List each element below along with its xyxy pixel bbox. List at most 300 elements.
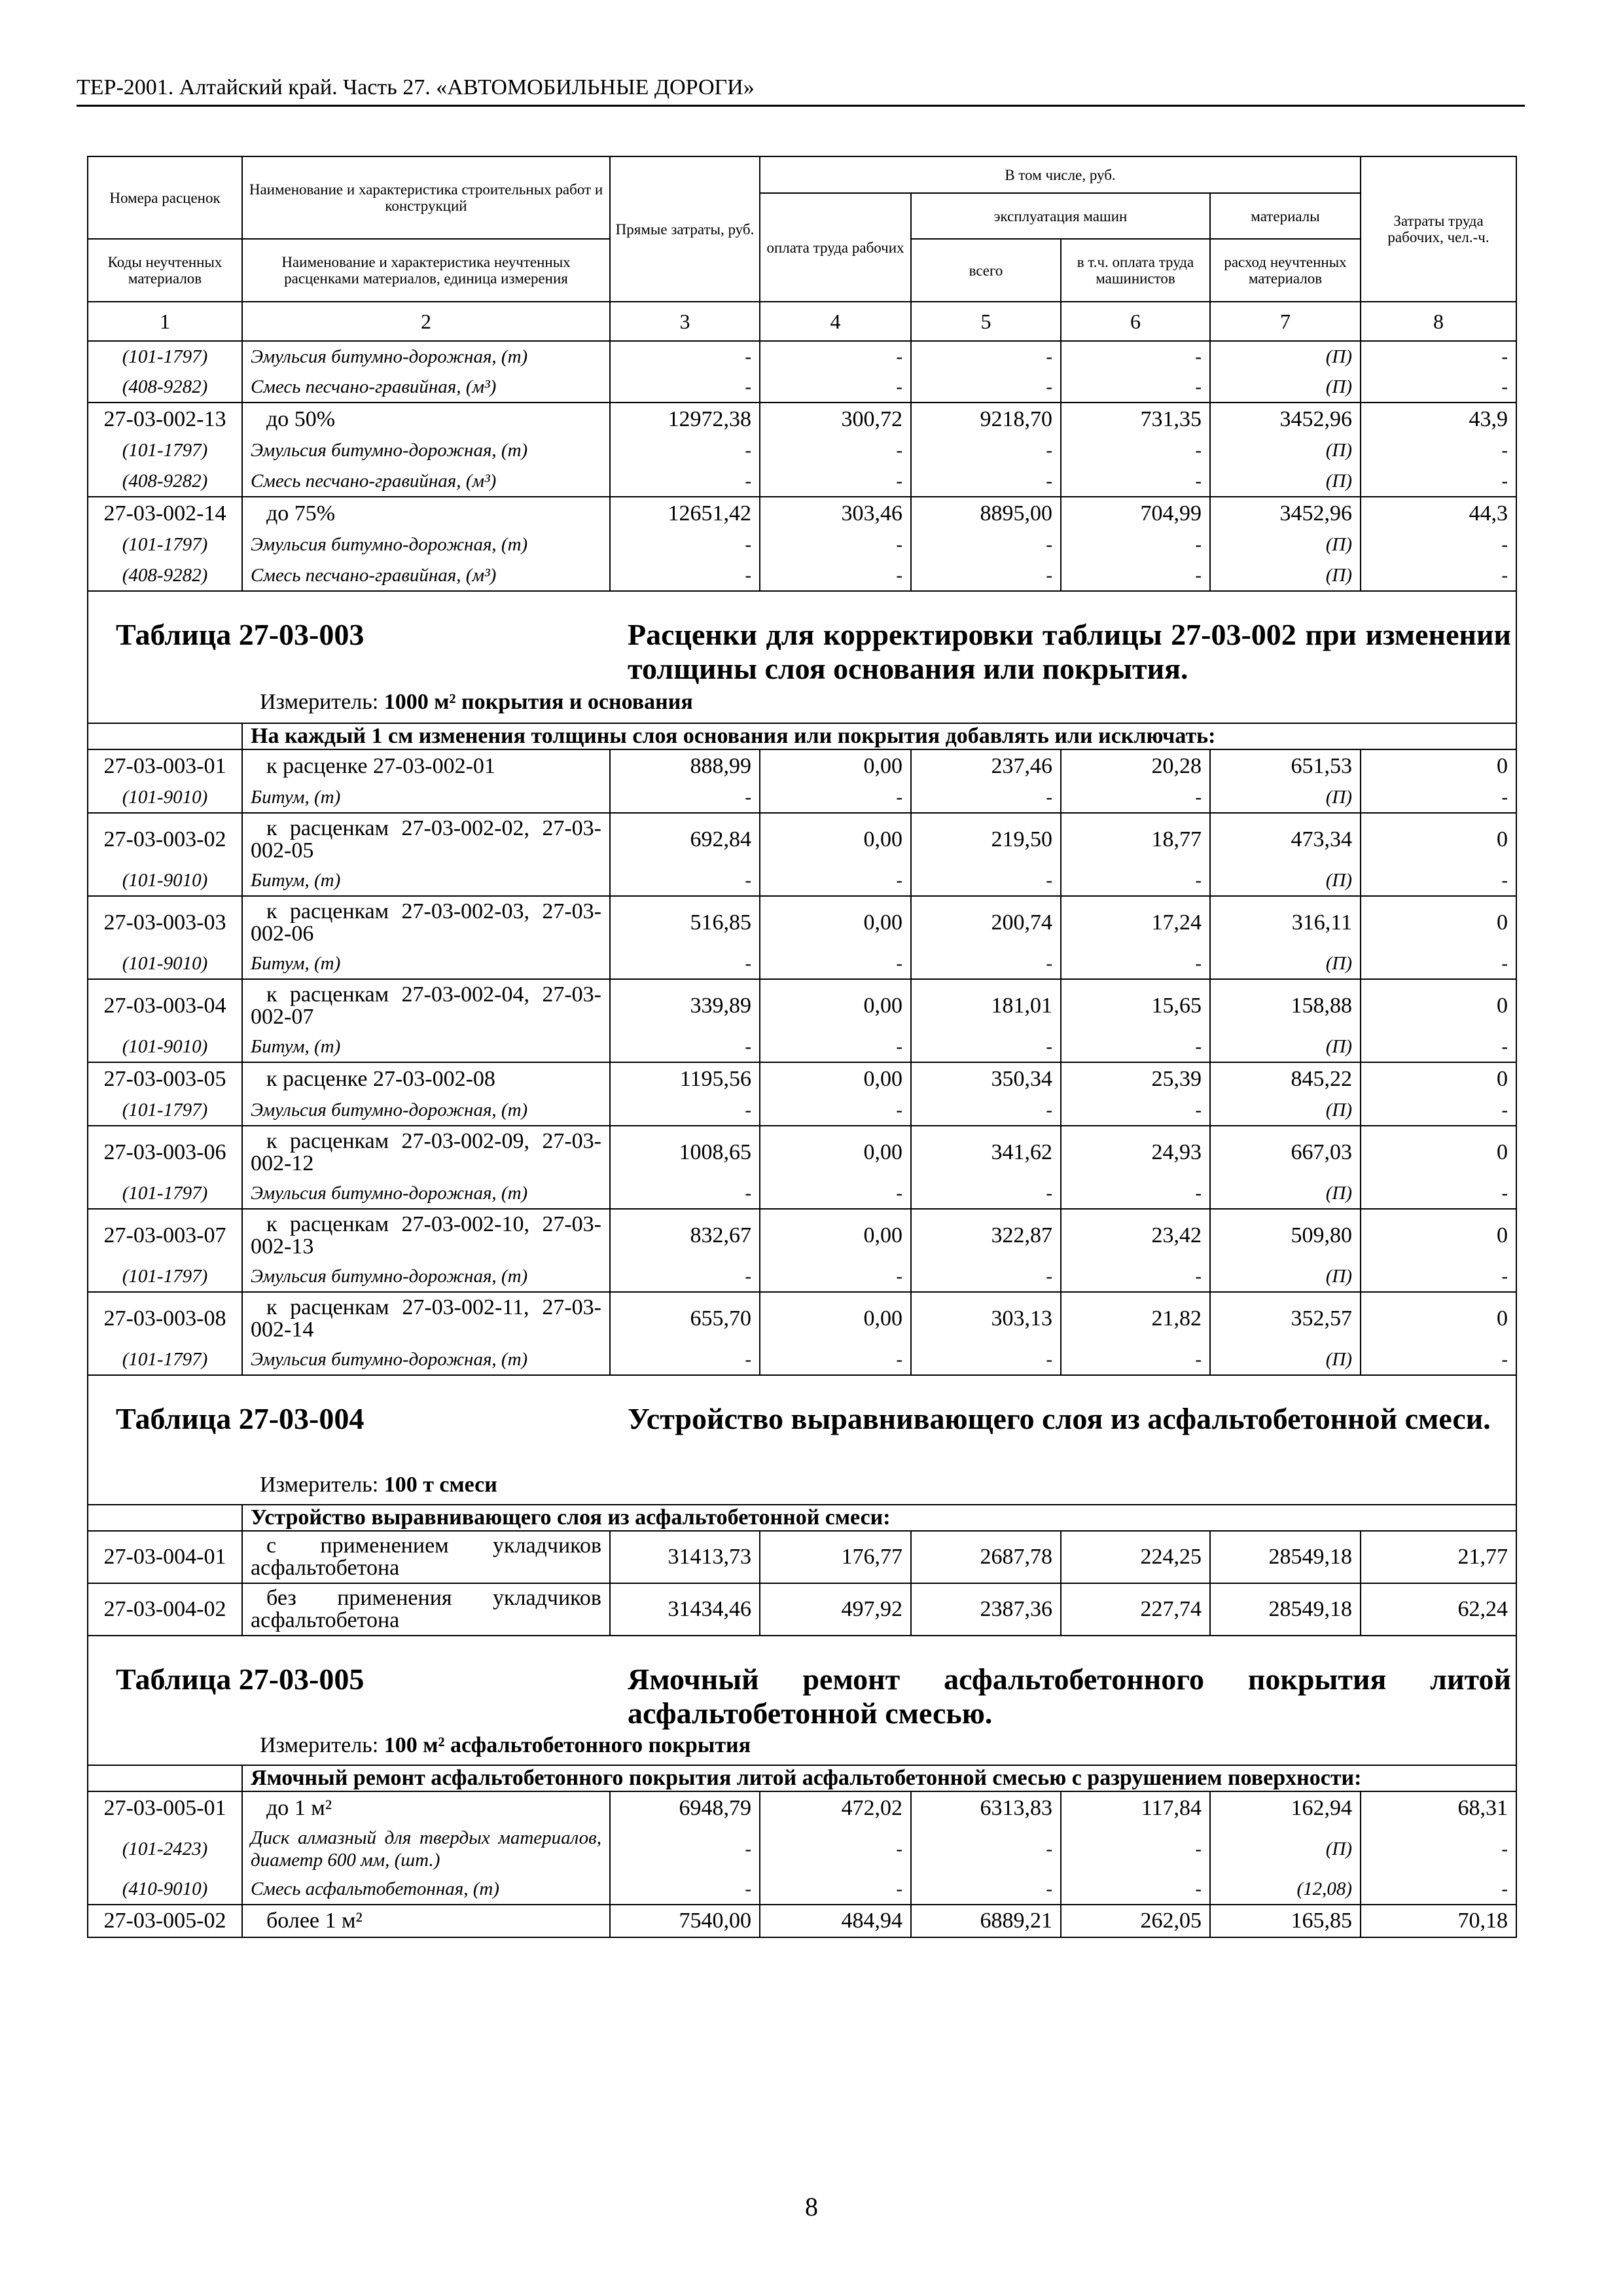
rate-code: 27-03-005-02: [88, 1905, 242, 1937]
workers-pay-cell: -: [760, 1344, 911, 1375]
workers-pay-cell: 0,00: [760, 1126, 911, 1178]
operators-pay-cell: -: [1061, 1874, 1210, 1905]
table-label: Таблица 27-03-004: [116, 1402, 365, 1435]
direct-costs-cell: -: [610, 948, 760, 979]
operators-pay-cell: 25,39: [1061, 1062, 1210, 1095]
materials-cost-cell: 158,88: [1210, 979, 1361, 1031]
machine-total-cell: 2387,36: [911, 1583, 1061, 1636]
materials-cost-cell: (П): [1210, 1344, 1361, 1375]
table-title: Ямочный ремонт асфальтобетонного покрытия литой асфальтобетонной смесью.: [628, 1662, 1511, 1730]
direct-costs-cell: 516,85: [610, 896, 760, 948]
direct-costs-cell: -: [610, 341, 760, 372]
machine-total-cell: 6313,83: [911, 1791, 1061, 1824]
material-name: Эмульсия битумно-дорожная, (т): [242, 1095, 610, 1126]
material-name: Битум, (т): [242, 1031, 610, 1062]
operators-pay-cell: -: [1061, 1261, 1210, 1292]
rate-row: [88, 1905, 1516, 1937]
workers-pay-cell: 0,00: [760, 1292, 911, 1344]
workers-pay-cell: -: [760, 560, 911, 591]
labor-costs-cell: 62,24: [1361, 1583, 1516, 1636]
column-numbers-row: [88, 302, 1516, 341]
operators-pay-cell: -: [1061, 372, 1210, 403]
machine-total-cell: -: [911, 435, 1061, 466]
column-number: 7: [1210, 302, 1361, 341]
operators-pay-cell: 731,35: [1061, 403, 1210, 435]
materials-cost-cell: (П): [1210, 948, 1361, 979]
material-name: Битум, (т): [242, 782, 610, 813]
operators-pay-cell: 18,77: [1061, 813, 1210, 865]
operators-pay-cell: -: [1061, 782, 1210, 813]
rate-code: 27-03-002-13: [88, 403, 242, 435]
workers-pay-cell: -: [760, 865, 911, 896]
rate-row: [88, 1126, 1516, 1178]
rate-code: 27-03-005-01: [88, 1791, 242, 1824]
operators-pay-cell: -: [1061, 1344, 1210, 1375]
materials-cost-cell: 845,22: [1210, 1062, 1361, 1095]
operators-pay-cell: -: [1061, 435, 1210, 466]
workers-pay-cell: 176,77: [760, 1531, 911, 1583]
labor-costs-cell: -: [1361, 341, 1516, 372]
rate-code: 27-03-003-02: [88, 813, 242, 865]
labor-costs-cell: 0: [1361, 813, 1516, 865]
rate-code: 27-03-003-04: [88, 979, 242, 1031]
machine-total-cell: -: [911, 782, 1061, 813]
header-labor-costs: Затраты труда рабочих, чел.-ч.: [1361, 156, 1516, 302]
header-rate-numbers: Номера расценок: [88, 156, 242, 239]
direct-costs-cell: -: [610, 1031, 760, 1062]
machine-total-cell: 6889,21: [911, 1905, 1061, 1937]
workers-pay-cell: 300,72: [760, 403, 911, 435]
rates-table: [87, 156, 1517, 1938]
material-code: (101-1797): [88, 435, 242, 466]
rate-code: 27-03-003-06: [88, 1126, 242, 1178]
labor-costs-cell: -: [1361, 560, 1516, 591]
operators-pay-cell: 15,65: [1061, 979, 1210, 1031]
material-name: Эмульсия битумно-дорожная, (т): [242, 341, 610, 372]
rate-code: 27-03-004-02: [88, 1583, 242, 1636]
labor-costs-cell: -: [1361, 1824, 1516, 1874]
labor-costs-cell: 21,77: [1361, 1531, 1516, 1583]
material-code: (101-1797): [88, 1261, 242, 1292]
materials-cost-cell: 509,80: [1210, 1209, 1361, 1261]
direct-costs-cell: -: [610, 1874, 760, 1905]
rate-name: более 1 м²: [242, 1905, 610, 1937]
labor-costs-cell: -: [1361, 1344, 1516, 1375]
material-code: (101-1797): [88, 1344, 242, 1375]
direct-costs-cell: 12972,38: [610, 403, 760, 435]
machine-total-cell: 322,87: [911, 1209, 1061, 1261]
column-number: 2: [242, 302, 610, 341]
labor-costs-cell: 0: [1361, 1126, 1516, 1178]
materials-cost-cell: (12,08): [1210, 1874, 1361, 1905]
direct-costs-cell: -: [610, 1261, 760, 1292]
section-heading: На каждый 1 см изменения толщины слоя основания или покрытия добавлять или исключать:: [242, 723, 1516, 749]
rate-name: к расценке 27-03-002-08: [242, 1062, 610, 1095]
rate-code: 27-03-003-05: [88, 1062, 242, 1095]
operators-pay-cell: -: [1061, 948, 1210, 979]
direct-costs-cell: -: [610, 372, 760, 403]
table-label: Таблица 27-03-003: [116, 618, 365, 651]
column-number: 5: [911, 302, 1061, 341]
operators-pay-cell: 17,24: [1061, 896, 1210, 948]
rate-row: [88, 1292, 1516, 1344]
direct-costs-cell: 1195,56: [610, 1062, 760, 1095]
materials-cost-cell: 28549,18: [1210, 1583, 1361, 1636]
table-005-block: [88, 1636, 1516, 1791]
header-rule: [77, 105, 1525, 107]
material-row: [88, 782, 1516, 813]
operators-pay-cell: 704,99: [1061, 497, 1210, 529]
material-name: Диск алмазный для твердых материалов, диаметр 600 мм, (шт.): [242, 1824, 610, 1874]
column-number: 6: [1061, 302, 1210, 341]
labor-costs-cell: -: [1361, 435, 1516, 466]
operators-pay-cell: 262,05: [1061, 1905, 1210, 1937]
material-name: Битум, (т): [242, 865, 610, 896]
rate-row: [88, 896, 1516, 948]
operators-pay-cell: -: [1061, 341, 1210, 372]
workers-pay-cell: 0,00: [760, 1062, 911, 1095]
workers-pay-cell: -: [760, 1031, 911, 1062]
materials-cost-cell: 352,57: [1210, 1292, 1361, 1344]
direct-costs-cell: -: [610, 1178, 760, 1209]
direct-costs-cell: 31413,73: [610, 1531, 760, 1583]
material-code: (101-9010): [88, 782, 242, 813]
labor-costs-cell: -: [1361, 466, 1516, 497]
machine-total-cell: -: [911, 1874, 1061, 1905]
workers-pay-cell: -: [760, 466, 911, 497]
workers-pay-cell: 0,00: [760, 813, 911, 865]
rate-code: 27-03-003-03: [88, 896, 242, 948]
operators-pay-cell: -: [1061, 560, 1210, 591]
material-code: (101-1797): [88, 1178, 242, 1209]
operators-pay-cell: -: [1061, 1095, 1210, 1126]
direct-costs-cell: 12651,42: [610, 497, 760, 529]
header-direct-costs: Прямые затраты, руб.: [610, 156, 760, 302]
table-head: [88, 156, 1516, 341]
rate-code: 27-03-003-07: [88, 1209, 242, 1261]
material-row: [88, 1031, 1516, 1062]
rows-table-005: [88, 1791, 1516, 1937]
header-material-codes: Коды неучтенных материалов: [88, 239, 242, 302]
workers-pay-cell: -: [760, 1095, 911, 1126]
operators-pay-cell: 23,42: [1061, 1209, 1210, 1261]
material-row: [88, 435, 1516, 466]
material-row: [88, 1874, 1516, 1905]
machine-total-cell: 200,74: [911, 896, 1061, 948]
direct-costs-cell: -: [610, 466, 760, 497]
labor-costs-cell: 0: [1361, 1292, 1516, 1344]
header-materials: материалы: [1210, 193, 1361, 239]
column-number: 3: [610, 302, 760, 341]
section-heading: Ямочный ремонт асфальтобетонного покрытия литой асфальтобетонной смесью с разрушением поверхности:: [242, 1765, 1516, 1791]
material-row: [88, 1095, 1516, 1126]
materials-cost-cell: 162,94: [1210, 1791, 1361, 1824]
direct-costs-cell: 1008,65: [610, 1126, 760, 1178]
materials-cost-cell: 316,11: [1210, 896, 1361, 948]
rate-name: до 50%: [242, 403, 610, 435]
direct-costs-cell: 832,67: [610, 1209, 760, 1261]
direct-costs-cell: 7540,00: [610, 1905, 760, 1937]
material-name: Битум, (т): [242, 948, 610, 979]
rate-name: к расценкам 27-03-002-04, 27-03-002-07: [242, 979, 610, 1031]
material-name: Смесь песчано-гравийная, (м³): [242, 466, 610, 497]
machine-total-cell: -: [911, 1178, 1061, 1209]
header-incl-operators-pay: в т.ч. оплата труда машинистов: [1061, 239, 1210, 302]
material-name: Смесь песчано-гравийная, (м³): [242, 560, 610, 591]
header-unaccounted-materials: расход неучтенных материалов: [1210, 239, 1361, 302]
rate-row: [88, 979, 1516, 1031]
table-003-block: [88, 591, 1516, 749]
direct-costs-cell: 31434,46: [610, 1583, 760, 1636]
direct-costs-cell: 655,70: [610, 1292, 760, 1344]
materials-cost-cell: 28549,18: [1210, 1531, 1361, 1583]
machine-total-cell: 350,34: [911, 1062, 1061, 1095]
operators-pay-cell: -: [1061, 529, 1210, 560]
operators-pay-cell: 117,84: [1061, 1791, 1210, 1824]
material-name: Эмульсия битумно-дорожная, (т): [242, 1344, 610, 1375]
materials-cost-cell: (П): [1210, 529, 1361, 560]
materials-cost-cell: (П): [1210, 435, 1361, 466]
direct-costs-cell: -: [610, 1095, 760, 1126]
column-number: 8: [1361, 302, 1516, 341]
rate-name: к расценкам 27-03-002-09, 27-03-002-12: [242, 1126, 610, 1178]
materials-cost-cell: (П): [1210, 865, 1361, 896]
material-code: (101-1797): [88, 341, 242, 372]
materials-cost-cell: 667,03: [1210, 1126, 1361, 1178]
rows-table-004: [88, 1531, 1516, 1636]
material-name: Эмульсия битумно-дорожная, (т): [242, 529, 610, 560]
rate-row: [88, 749, 1516, 782]
operators-pay-cell: 227,74: [1061, 1583, 1210, 1636]
material-name: Эмульсия битумно-дорожная, (т): [242, 1261, 610, 1292]
machine-total-cell: 303,13: [911, 1292, 1061, 1344]
running-header: ТЕР-2001. Алтайский край. Часть 27. «АВТОМОБИЛЬНЫЕ ДОРОГИ»: [77, 75, 755, 99]
machine-total-cell: 9218,70: [911, 403, 1061, 435]
header-workers-pay: оплата труда рабочих: [760, 193, 911, 302]
machine-total-cell: -: [911, 865, 1061, 896]
rate-code: 27-03-003-08: [88, 1292, 242, 1344]
operators-pay-cell: -: [1061, 1031, 1210, 1062]
workers-pay-cell: 497,92: [760, 1583, 911, 1636]
machine-total-cell: -: [911, 1261, 1061, 1292]
operators-pay-cell: 24,93: [1061, 1126, 1210, 1178]
labor-costs-cell: -: [1361, 865, 1516, 896]
direct-costs-cell: 6948,79: [610, 1791, 760, 1824]
rate-code: 27-03-003-01: [88, 749, 242, 782]
materials-cost-cell: 473,34: [1210, 813, 1361, 865]
materials-cost-cell: (П): [1210, 1824, 1361, 1874]
workers-pay-cell: 0,00: [760, 979, 911, 1031]
rate-row: [88, 1583, 1516, 1636]
labor-costs-cell: -: [1361, 1095, 1516, 1126]
machine-total-cell: -: [911, 1031, 1061, 1062]
materials-cost-cell: (П): [1210, 1178, 1361, 1209]
direct-costs-cell: 339,89: [610, 979, 760, 1031]
labor-costs-cell: 70,18: [1361, 1905, 1516, 1937]
labor-costs-cell: 0: [1361, 896, 1516, 948]
operators-pay-cell: 21,82: [1061, 1292, 1210, 1344]
direct-costs-cell: -: [610, 1824, 760, 1874]
header-work-name: Наименование и характеристика строительных работ и конструкций: [242, 156, 610, 239]
machine-total-cell: 8895,00: [911, 497, 1061, 529]
rate-name: к расценкам 27-03-002-03, 27-03-002-06: [242, 896, 610, 948]
materials-cost-cell: 3452,96: [1210, 403, 1361, 435]
materials-cost-cell: (П): [1210, 372, 1361, 403]
labor-costs-cell: 0: [1361, 979, 1516, 1031]
header-in-that-number: В том числе, руб.: [760, 156, 1361, 193]
material-code: (408-9282): [88, 560, 242, 591]
direct-costs-cell: 888,99: [610, 749, 760, 782]
workers-pay-cell: -: [760, 529, 911, 560]
material-row: [88, 341, 1516, 372]
machine-total-cell: -: [911, 372, 1061, 403]
materials-cost-cell: (П): [1210, 1261, 1361, 1292]
operators-pay-cell: 224,25: [1061, 1531, 1210, 1583]
material-row: [88, 560, 1516, 591]
material-name: Смесь песчано-гравийная, (м³): [242, 372, 610, 403]
machine-total-cell: -: [911, 1344, 1061, 1375]
material-row: [88, 466, 1516, 497]
operators-pay-cell: -: [1061, 466, 1210, 497]
rate-name: до 1 м²: [242, 1791, 610, 1824]
workers-pay-cell: -: [760, 372, 911, 403]
material-code: (408-9282): [88, 372, 242, 403]
rate-code: 27-03-002-14: [88, 497, 242, 529]
labor-costs-cell: -: [1361, 782, 1516, 813]
rate-row: [88, 497, 1516, 529]
table-label: Таблица 27-03-005: [116, 1662, 365, 1696]
material-name: Эмульсия битумно-дорожная, (т): [242, 435, 610, 466]
labor-costs-cell: -: [1361, 372, 1516, 403]
machine-total-cell: -: [911, 560, 1061, 591]
material-row: [88, 1824, 1516, 1874]
rate-row: [88, 1209, 1516, 1261]
operators-pay-cell: -: [1061, 865, 1210, 896]
labor-costs-cell: 0: [1361, 1209, 1516, 1261]
labor-costs-cell: 0: [1361, 1062, 1516, 1095]
operators-pay-cell: -: [1061, 1824, 1210, 1874]
material-name: Смесь асфальтобетонная, (т): [242, 1874, 610, 1905]
workers-pay-cell: -: [760, 948, 911, 979]
material-row: [88, 865, 1516, 896]
materials-cost-cell: (П): [1210, 1095, 1361, 1126]
rate-code: 27-03-004-01: [88, 1531, 242, 1583]
page-number: 8: [805, 2192, 818, 2221]
material-code: (101-1797): [88, 529, 242, 560]
rate-row: [88, 813, 1516, 865]
rate-name: к расценкам 27-03-002-02, 27-03-002-05: [242, 813, 610, 865]
table-title: Устройство выравнивающего слоя из асфальтобетонной смеси.: [628, 1402, 1491, 1435]
machine-total-cell: 237,46: [911, 749, 1061, 782]
workers-pay-cell: 0,00: [760, 1209, 911, 1261]
rate-name: к расценке 27-03-002-01: [242, 749, 610, 782]
workers-pay-cell: 0,00: [760, 896, 911, 948]
machine-total-cell: -: [911, 948, 1061, 979]
header-total: всего: [911, 239, 1061, 302]
material-code: (408-9282): [88, 466, 242, 497]
workers-pay-cell: -: [760, 1874, 911, 1905]
materials-cost-cell: (П): [1210, 341, 1361, 372]
measure-unit: Измеритель: 100 м² асфальтобетонного покрытия: [260, 1733, 751, 1757]
machine-total-cell: 219,50: [911, 813, 1061, 865]
machine-total-cell: 341,62: [911, 1126, 1061, 1178]
section-heading: Устройство выравнивающего слоя из асфальтобетонной смеси:: [242, 1505, 1516, 1531]
labor-costs-cell: -: [1361, 1178, 1516, 1209]
operators-pay-cell: -: [1061, 1178, 1210, 1209]
rate-row: [88, 1531, 1516, 1583]
table-title: Расценки для корректировки таблицы 27-03-002 при изменении толщины слоя основания или покрытия.: [628, 618, 1511, 685]
materials-cost-cell: (П): [1210, 782, 1361, 813]
rows-table-002-tail: [88, 341, 1516, 591]
material-code: (101-1797): [88, 1095, 242, 1126]
measure-unit: Измеритель: 1000 м² покрытия и основания: [260, 690, 693, 714]
materials-cost-cell: (П): [1210, 560, 1361, 591]
machine-total-cell: 181,01: [911, 979, 1061, 1031]
direct-costs-cell: 692,84: [610, 813, 760, 865]
material-row: [88, 948, 1516, 979]
materials-cost-cell: 651,53: [1210, 749, 1361, 782]
direct-costs-cell: -: [610, 435, 760, 466]
direct-costs-cell: -: [610, 782, 760, 813]
materials-cost-cell: (П): [1210, 1031, 1361, 1062]
column-number: 1: [88, 302, 242, 341]
labor-costs-cell: -: [1361, 1874, 1516, 1905]
materials-cost-cell: 3452,96: [1210, 497, 1361, 529]
workers-pay-cell: -: [760, 1261, 911, 1292]
workers-pay-cell: -: [760, 341, 911, 372]
machine-total-cell: -: [911, 466, 1061, 497]
material-code: (410-9010): [88, 1874, 242, 1905]
rate-name: к расценкам 27-03-002-11, 27-03-002-14: [242, 1292, 610, 1344]
workers-pay-cell: -: [760, 435, 911, 466]
material-row: [88, 1261, 1516, 1292]
workers-pay-cell: 472,02: [760, 1791, 911, 1824]
material-code: (101-2423): [88, 1824, 242, 1874]
labor-costs-cell: 68,31: [1361, 1791, 1516, 1824]
material-row: [88, 529, 1516, 560]
workers-pay-cell: -: [760, 1178, 911, 1209]
direct-costs-cell: -: [610, 529, 760, 560]
material-row: [88, 372, 1516, 403]
machine-total-cell: -: [911, 1824, 1061, 1874]
workers-pay-cell: 303,46: [760, 497, 911, 529]
rate-name: с применением укладчиков асфальтобетона: [242, 1531, 610, 1583]
materials-cost-cell: (П): [1210, 466, 1361, 497]
workers-pay-cell: -: [760, 782, 911, 813]
labor-costs-cell: 0: [1361, 749, 1516, 782]
rate-row: [88, 1791, 1516, 1824]
material-code: (101-9010): [88, 948, 242, 979]
workers-pay-cell: 0,00: [760, 749, 911, 782]
rate-name: до 75%: [242, 497, 610, 529]
labor-costs-cell: 44,3: [1361, 497, 1516, 529]
labor-costs-cell: -: [1361, 948, 1516, 979]
rows-table-003: [88, 749, 1516, 1375]
material-code: (101-9010): [88, 865, 242, 896]
labor-costs-cell: -: [1361, 1261, 1516, 1292]
rate-name: без применения укладчиков асфальтобетона: [242, 1583, 610, 1636]
direct-costs-cell: -: [610, 1344, 760, 1375]
measure-unit: Измеритель: 100 т смеси: [260, 1473, 497, 1497]
machine-total-cell: -: [911, 529, 1061, 560]
machine-total-cell: 2687,78: [911, 1531, 1061, 1583]
table-004-block: [88, 1375, 1516, 1531]
machine-total-cell: -: [911, 341, 1061, 372]
rate-name: к расценкам 27-03-002-10, 27-03-002-13: [242, 1209, 610, 1261]
rate-row: [88, 1062, 1516, 1095]
direct-costs-cell: -: [610, 865, 760, 896]
labor-costs-cell: -: [1361, 1031, 1516, 1062]
